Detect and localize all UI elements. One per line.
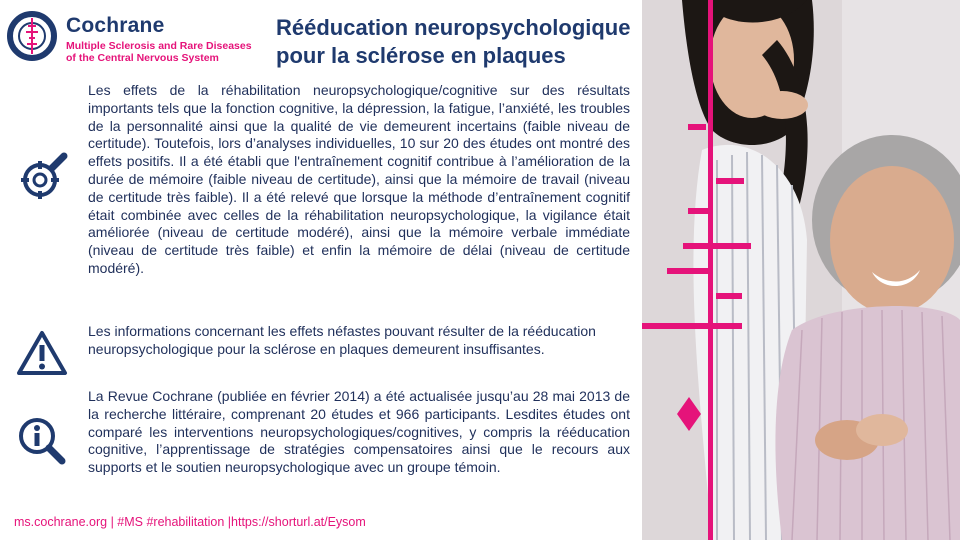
page-title-line2: pour la sclérose en plaques <box>276 43 566 68</box>
page-title <box>276 14 696 70</box>
warning-icon <box>16 330 68 376</box>
decorative-dash <box>688 208 708 214</box>
cochrane-logo <box>6 10 256 70</box>
decorative-dash <box>683 243 751 249</box>
decorative-dash <box>688 124 706 130</box>
logo-subtitle <box>66 40 266 64</box>
footer-links[interactable]: ms.cochrane.org | #MS #rehabilitation |https://shorturl.at/Eysom <box>14 515 366 529</box>
results-paragraph: Les effets de la réhabilitation neuropsychologique/cognitive sur des résultats importants tels que la fonction cognitive, la dépression, la fatigue, l’anxiété, les troubles de la personnalité ainsi que la qualité de vie demeurent incertains (faible niveau de certitude). Toutefois, lors d’analyses individuelles, 10 sur 20 des études ont montré des effets positifs. Il a été établi que l'entraînement cognitif contribue à l’amélioration de la durée de mémoire (faible niveau de certitude), ainsi que la mémoire de travail (niveau de certitude très faible). Il a été relevé que lorsque la méthode d’entraînement cognitif était combinée avec celles de la réhabilitation neuropsychologique, la vigilance était améliorée (niveau de certitude modéré), ainsi que la mémoire verbale immédiate (niveau de certitude très faible) et enfin la mémoire de délai (niveau de certitude modéré). <box>88 82 630 276</box>
diamond-icon <box>677 397 701 431</box>
logo-subtitle-line1: Multiple Sclerosis and Rare Diseases <box>66 40 252 52</box>
target-magnifier-icon <box>18 152 70 204</box>
page-title-line1: Rééducation neuropsychologique <box>276 15 631 40</box>
decorative-dash <box>642 323 742 329</box>
decorative-dash <box>667 268 709 274</box>
logo-name: Cochrane <box>66 14 165 37</box>
review-paragraph: La Revue Cochrane (publiée en février 2014) a été actualisée jusqu’au 28 mai 2013 de la recherche littéraire, comprenant 20 études et 966 participants. Lesdites études ont comparé les interventions neuropsychologiques/cognitives, y compris la rééducation cognitive, l’apprentissage de stratégies compensatoires ainsi que le recours aux supports et le soutien neuropsychologique avec un groupe témoin. <box>88 388 630 476</box>
info-magnifier-icon <box>16 415 68 467</box>
decorative-dash <box>716 293 742 299</box>
logo-subtitle-line2: of the Central Nervous System <box>66 52 219 64</box>
cochrane-logo-icon <box>6 10 58 62</box>
harms-paragraph: Les informations concernant les effets néfastes pouvant résulter de la rééducation neuropsychologique pour la sclérose en plaques demeurent insuffisantes. <box>88 323 596 357</box>
decorative-dash <box>716 178 744 184</box>
